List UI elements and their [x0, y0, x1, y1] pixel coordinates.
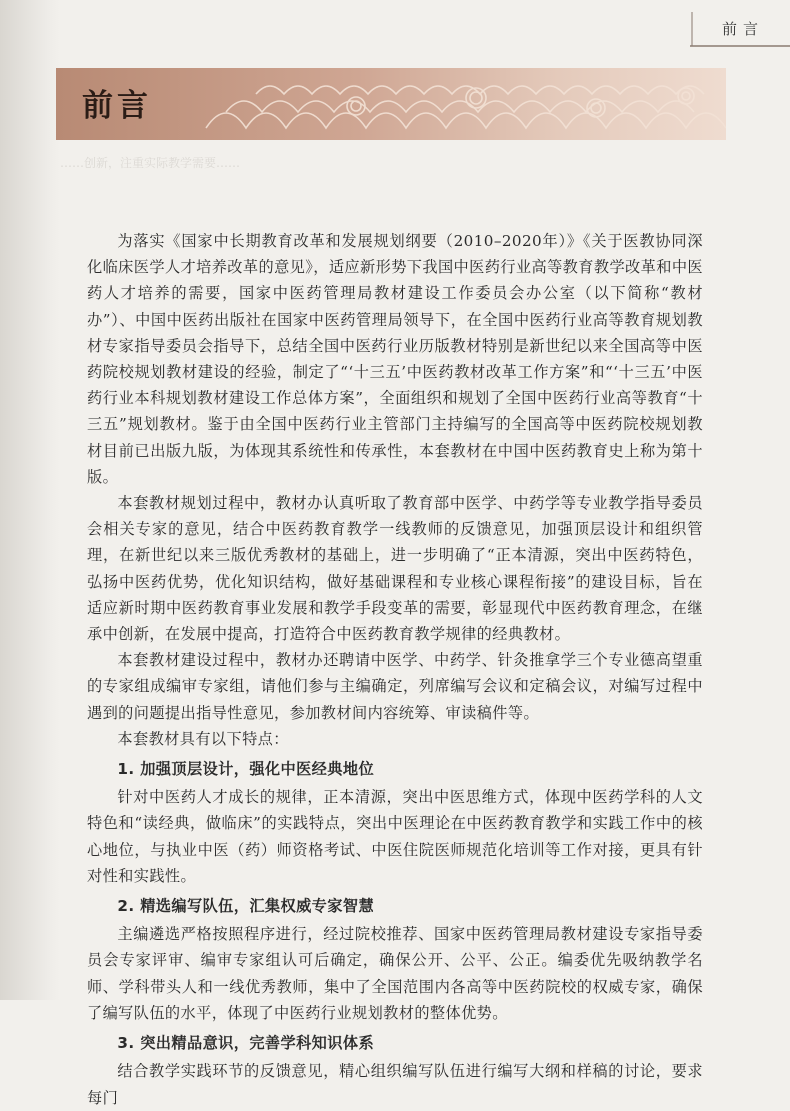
paragraph-5: 针对中医药人才成长的规律，正本清源，突出中医思维方式，体现中医药学科的人文特色和“读经典，做临床”的实践特点，突出中医理论在中医药教育教学和实践工作中的核心地位，与执业中医（药）师资格考试、中医住院医师规范化培训等工作对接，更具有针对性和实践性。 [87, 788, 703, 885]
bleed-through-text: ……创新，注重实际教学需要…… [60, 156, 241, 170]
wave-pattern-icon [56, 68, 726, 140]
section-heading-3: 3. 突出精品意识，完善学科知识体系 [117, 1034, 375, 1053]
paragraph-1: 为落实《国家中长期教育改革和发展规划纲要（2010–2020年）》《关于医教协同深化临床医学人才培养改革的意见》，适应新形势下我国中医药行业高等教育教学改革和中医药人才培养的需要，国家中医药管理局教材建设工作委员会办公室（以下简称“教材办”）、中国中医药出版社在国家中医药管理局领导下，在全国中医药行业高等教育规划教材专家指导委员会指导下，总结全国中医药行业历版教材特别是新世纪以来全国高等中医药院校规划教材建设的经验，制定了“‘十三五’中医药教材改革工作方案”和“‘十三五’中医药行业本科规划教材建设工作总体方案”，全面组织和规划了全国中医药行业高等教育“十三五”规划教材。鉴于由全国中医药行业主管部门主持编写的全国高等中医药院校规划教材目前已出版九版，为体现其系统性和传承性，本套教材在中国中医药教育史上称为第十版。 [87, 232, 703, 486]
section-heading-1: 1. 加强顶层设计，强化中医经典地位 [117, 760, 375, 779]
chapter-title: 前言 [82, 88, 152, 124]
paragraph-6: 主编遴选严格按照程序进行，经过院校推荐、国家中医药管理局教材建设专家指导委员会专家评审、编审专家组认可后确定，确保公开、公平、公正。编委优先吸纳教学名师、学科带头人和一线优秀教师，集中了全国范围内各高等中医药院校的权威专家，确保了编写队伍的水平，体现了中医药行业规划教材的整体优势。 [87, 925, 703, 1022]
page-gutter-shadow [0, 0, 60, 1000]
section-heading-2: 2. 精选编写队伍，汇集权威专家智慧 [117, 897, 375, 916]
preface-body [87, 228, 703, 1111]
chapter-banner [56, 68, 726, 140]
paragraph-2: 本套教材规划过程中，教材办认真听取了教育部中医学、中药学等专业教学指导委员会相关专家的意见，结合中医药教育教学一线教师的反馈意见，加强顶层设计和组织管理，在新世纪以来三版优秀教材的基础上，进一步明确了“正本清源，突出中医药特色，弘扬中医药优势，优化知识结构，做好基础课程和专业核心课程衔接”的建设目标，旨在适应新时期中医药教育事业发展和教学手段变革的需要，彰显现代中医药教育理念，在继承中创新，在发展中提高，打造符合中医药教育教学规律的经典教材。 [87, 494, 703, 644]
paragraph-3: 本套教材建设过程中，教材办还聘请中医学、中药学、针灸推拿学三个专业德高望重的专家组成编审专家组，请他们参与主编确定，列席编写会议和定稿会议，对编写过程中遇到的问题提出指导性意见，参加教材间内容统筹、审读稿件等。 [87, 651, 703, 722]
paragraph-4: 本套教材具有以下特点： [117, 729, 289, 748]
running-head: 前言 [722, 20, 765, 38]
paragraph-7: 结合教学实践环节的反馈意见，精心组织编写队伍进行编写大纲和样稿的讨论，要求每门 [87, 1062, 703, 1107]
